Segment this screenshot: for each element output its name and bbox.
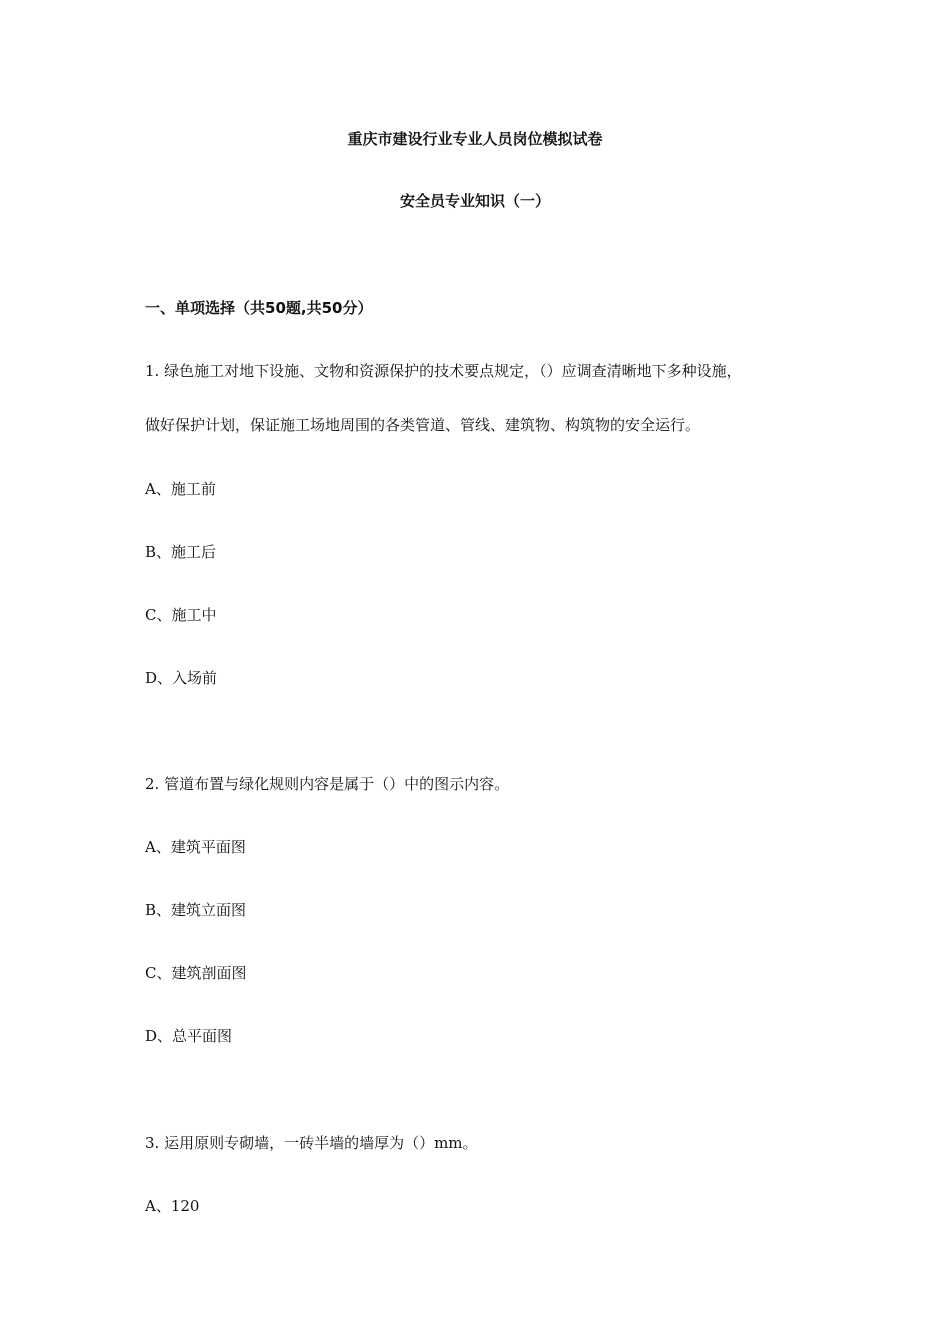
question-2-stem: 2. 管道布置与绿化规则内容是属于（）中的图示内容。 [145,775,510,793]
section-heading: 一、单项选择（共50题,共50分） [145,299,373,317]
question-2-option-b: B、建筑立面图 [145,901,247,919]
question-1-option-b: B、施工后 [145,543,217,561]
question-3-stem: 3. 运用原则专砌墙，一砖半墙的墙厚为（）mm。 [145,1134,478,1152]
page-subtitle: 安全员专业知识（一） [399,192,550,210]
question-1-stem-line-1: 1. 绿色施工对地下设施、文物和资源保护的技术要点规定，（）应调查清晰地下多种设施， [145,362,742,380]
question-1-stem-line-2: 做好保护计划，保证施工场地周围的各类管道、管线、建筑物、构筑物的安全运行。 [145,416,701,434]
page-title: 重庆市建设行业专业人员岗位模拟试卷 [347,130,603,148]
question-3-option-a: A、120 [145,1197,200,1215]
question-1-option-a: A、施工前 [145,480,216,498]
question-2-option-d: D、总平面图 [145,1027,233,1045]
question-2-option-c: C、建筑剖面图 [145,964,247,982]
question-2-option-a: A、建筑平面图 [145,838,246,856]
question-1-option-c: C、施工中 [145,606,217,624]
question-1-option-d: D、入场前 [145,669,218,687]
